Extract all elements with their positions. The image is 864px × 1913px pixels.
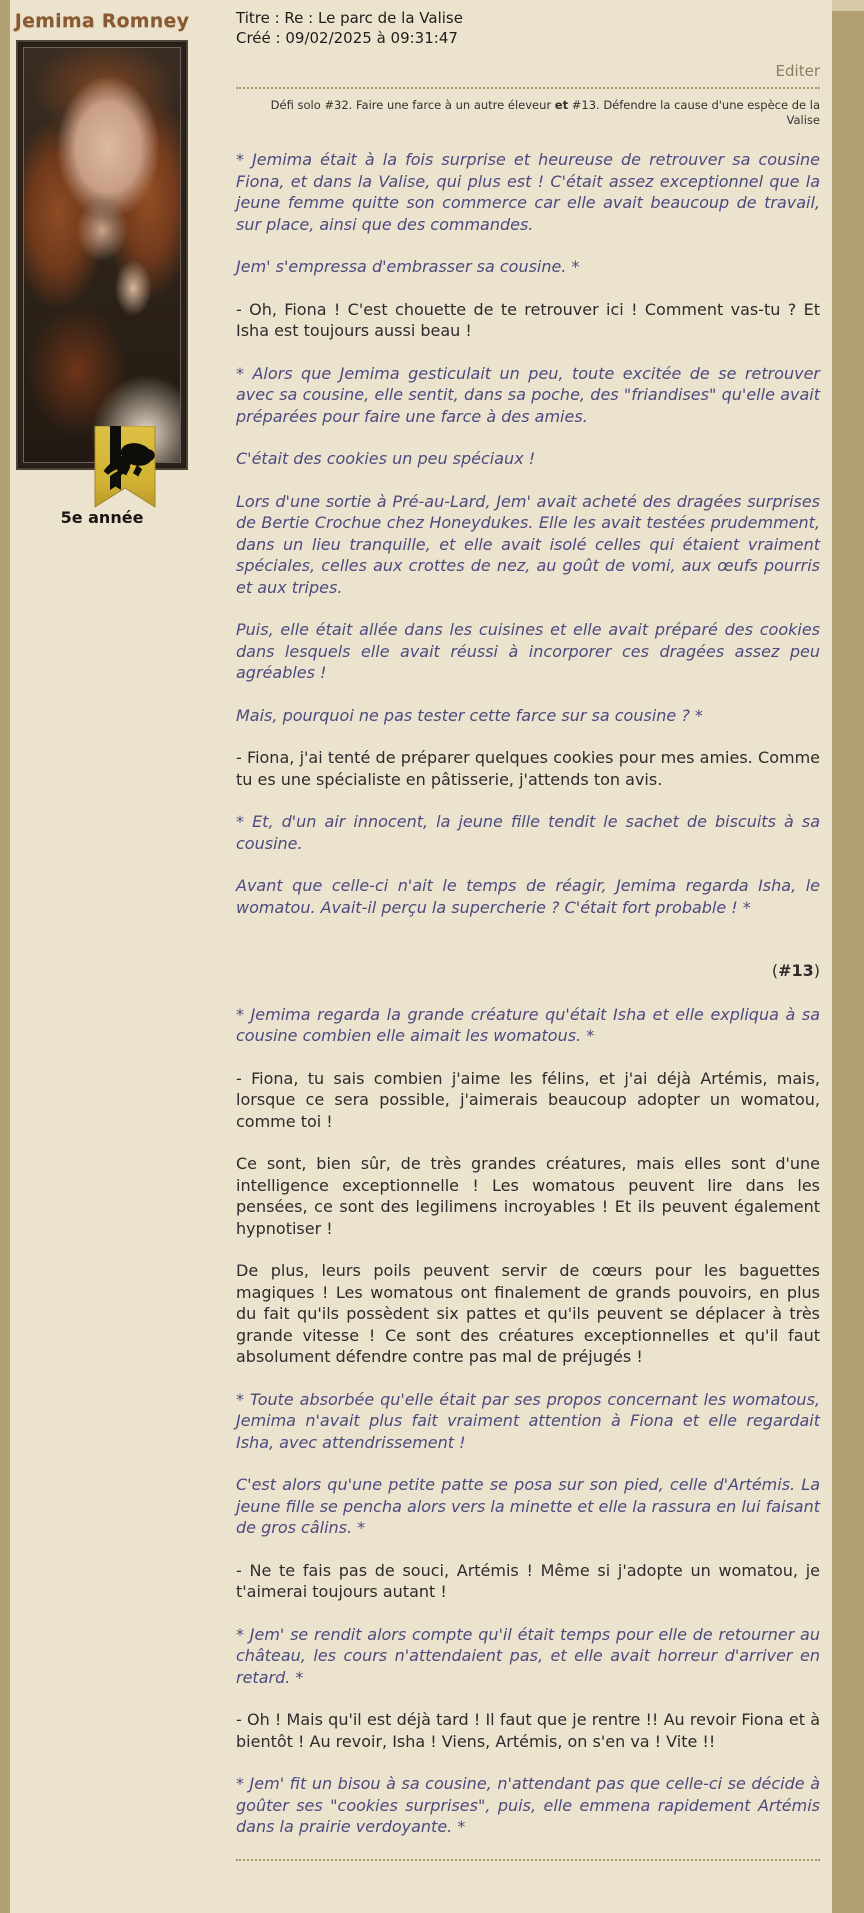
challenge-note xyxy=(236,98,820,128)
post-paragraph: - Ne te fais pas de souci, Artémis ! Même si j'adopte un womatou, je t'aimerai toujours autant ! xyxy=(236,1560,820,1601)
post-paragraph: Mais, pourquoi ne pas tester cette farce sur sa cousine ? * xyxy=(236,705,703,725)
challenge-segment: et xyxy=(554,98,569,112)
separator-bottom xyxy=(236,1859,820,1861)
edit-link[interactable]: Editer xyxy=(775,62,820,80)
post-paragraph: De plus, leurs poils peuvent servir de cœurs pour les baguettes magiques ! Les womatous ont finalement de grands pouvoirs, en plus du fait qu'ils possèdent six pattes et qu'ils peuvent se déplacer à très grande vitesse ! Ce sont des créatures exceptionnelles et qu'il faut absolument défendre contre pas mal de préjugés ! xyxy=(236,1261,820,1366)
post-paragraph: - Oh ! Mais qu'il est déjà tard ! Il faut que je rentre !! Au revoir Fiona et à bientôt ! Au revoir, Isha ! Viens, Artémis, on s'en va ! Vite !! xyxy=(236,1710,820,1751)
challenge-ref-part: #13 xyxy=(778,961,814,980)
author-sidebar xyxy=(10,6,194,527)
post-paragraph: C'est alors qu'une petite patte se posa sur son pied, celle d'Artémis. La jeune fille se pencha alors vers la minette et elle la rassura en lui faisant de gros câlins. * xyxy=(236,1475,820,1537)
post-paragraph: Puis, elle était allée dans les cuisines et elle avait préparé des cookies dans lesquels elle avait réussi à incorporer ces dragées assez peu agréables ! xyxy=(236,620,820,682)
post-paragraph: * Jem' fit un bisou à sa cousine, n'attendant pas que celle-ci se décide à goûter ses "cookies surprises", puis, elle emmena rapidement Artémis dans la prairie verdoyante. * xyxy=(236,1774,820,1836)
post-content xyxy=(194,6,832,1884)
post-paragraph: - Fiona, j'ai tenté de préparer quelques cookies pour mes amies. Comme tu es une spécialiste en pâtisserie, j'attends ton avis. xyxy=(236,748,820,789)
separator-top xyxy=(236,87,820,89)
border-top-cap xyxy=(832,0,864,11)
post-paragraph: * Alors que Jemima gesticulait un peu, toute excitée de se retrouver avec sa cousine, elle sentit, dans sa poche, des "friandises" qu'elle avait préparées pour faire une farce à des amies. xyxy=(236,363,820,426)
forum-post xyxy=(10,0,832,1884)
edit-row xyxy=(236,61,820,80)
author-name: Jemima Romney xyxy=(14,10,190,32)
challenge-ref-marker xyxy=(236,960,820,982)
challenge-ref-part: ) xyxy=(813,961,820,980)
post-paragraph: Lors d'une sortie à Pré-au-Lard, Jem' avait acheté des dragées surprises de Bertie Crochue chez Honeydukes. Elle les avait testées prudemment, dans un lieu tranquille, et elle avait isolé celles qui étaient vraiment spéciales, celles aux crottes de nez, au goût de vomi, aux œufs pourris et aux tripes. xyxy=(236,491,820,597)
badger-pennant-icon xyxy=(94,426,156,508)
post-paragraph: - Oh, Fiona ! C'est chouette de te retrouver ici ! Comment vas-tu ? Et Isha est toujours aussi beau ! xyxy=(236,299,820,340)
house-badge xyxy=(10,426,194,462)
challenge-segment: Défi solo #32. Faire une farce à un autre éleveur xyxy=(270,98,555,112)
post-paragraph: * Toute absorbée qu'elle était par ses propos concernant les womatous, Jemima n'avait plus fait vraiment attention à Fiona et elle regardait Isha, avec attendrissement ! xyxy=(236,1389,820,1452)
post-paragraph: Avant que celle-ci n'ait le temps de réagir, Jemima regarda Isha, le womatou. Avait-il perçu la supercherie ? C'était fort probable ! * xyxy=(236,876,820,917)
post-paragraph: * Jem' se rendit alors compte qu'il était temps pour elle de retourner au château, les cours n'attendaient pas, et elle avait horreur d'arriver en retard. * xyxy=(236,1624,820,1687)
post-paragraph: C'était des cookies un peu spéciaux ! xyxy=(236,449,536,468)
challenge-ref-part: ( xyxy=(771,961,779,980)
post-created-line: Créé : 09/02/2025 à 09:31:47 xyxy=(236,29,458,47)
challenge-segment: #13. Défendre la cause d'une espèce de la Valise xyxy=(568,98,820,127)
author-year: 5e année xyxy=(60,508,144,527)
post-paragraph: Jem' s'empressa d'embrasser sa cousine. * xyxy=(236,257,580,276)
post-paragraph: - Fiona, tu sais combien j'aime les félins, et j'ai déjà Artémis, mais, lorsque ce sera possible, j'aimerais beaucoup adopter un womatou, comme toi ! xyxy=(236,1068,820,1131)
avatar xyxy=(16,40,188,470)
post-paragraph: Ce sont, bien sûr, de très grandes créatures, mais elles sont d'une intelligence exceptionnelle ! Les womatous peuvent lire dans les pensées, ce sont des legilimens incroyables ! Et ils peuvent également hypnotiser ! xyxy=(236,1154,820,1238)
post-paragraph: * Et, d'un air innocent, la jeune fille tendit le sachet de biscuits à sa cousine. xyxy=(236,812,820,853)
avatar-portrait xyxy=(23,47,181,463)
post-paragraph: * Jemima regarda la grande créature qu'était Isha et elle expliqua à sa cousine combien elle aimait les womatous. * xyxy=(236,1004,820,1045)
post-body xyxy=(236,149,820,1838)
post-title-line: Titre : Re : Le parc de la Valise xyxy=(236,9,463,27)
post-paragraph: * Jemima était à la fois surprise et heureuse de retrouver sa cousine Fiona, et dans la Valise, qui plus est ! C'était assez exceptionnel que la jeune femme quitte son commerce car elle avait beaucoup de travail, sur place, ainsi que des commandes. xyxy=(236,150,820,234)
